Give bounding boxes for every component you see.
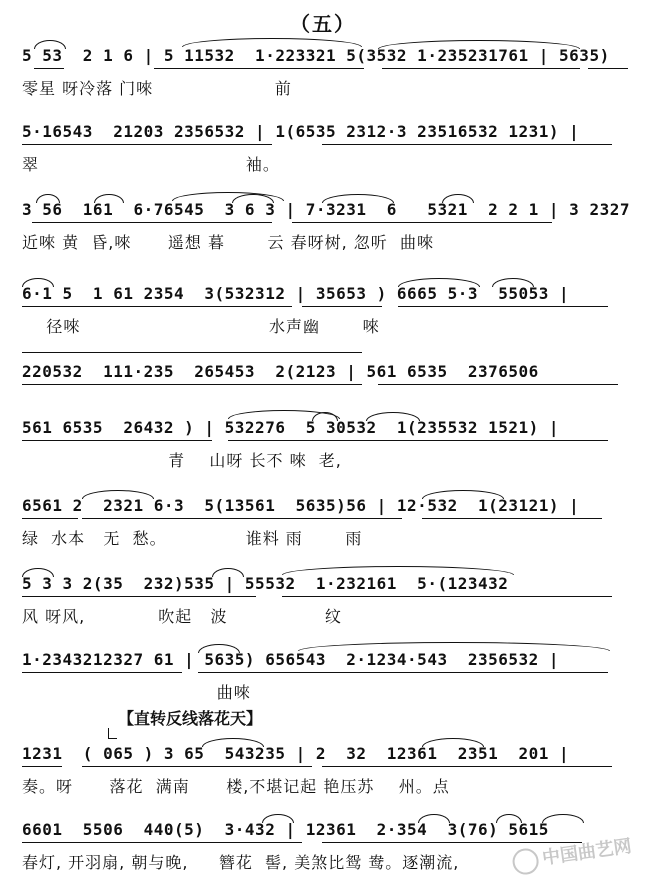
jianpu-notes: 5·16543 21203 2356532 | 1(6535 2312·3 23516532 1231) | [22, 122, 580, 141]
lyric-line: 风 呀风, 吹起 波 纹 [22, 607, 342, 626]
lyric-line: 零星 呀冷落 门唻 前 [22, 79, 292, 98]
lyric-line: 径唻 水声幽 唻 [22, 317, 380, 336]
jianpu-notes: 6·1 5 1 61 2354 3(532312 | 35653 ) 6665 5·3 55053 | [22, 284, 570, 303]
lyric-line: 青 山呀 长不 唻 老, [22, 451, 342, 470]
jianpu-notes: 561 6535 26432 ) | 532276 5 30532 1(235532 1521) | [22, 418, 560, 437]
jianpu-notes: 3 56 161 6·76545 3 6 3 | 7·3231 6 5321 2 2 1 | 3 2327 [22, 200, 630, 219]
jianpu-notes: 5 53 2 1 6 | 5 11532 1·223321 5(3532 1·235231761 | 5635) [22, 46, 610, 65]
jianpu-notes: 1·2343212327 61 | 5635) 656543 2·1234·543 2356532 | [22, 650, 560, 669]
section-marker: 【直转反线落花天】 [118, 709, 263, 728]
section-title: （五） [290, 12, 356, 36]
watermark-text: 中国曲艺网 [540, 835, 633, 870]
jianpu-notes: 220532 111·235 265453 2(2123 | 561 6535 2376506 [22, 362, 539, 381]
watermark-logo-icon [511, 847, 540, 876]
lyric-line: 近唻 黄 昏,唻 遥想 暮 云 春呀树, 忽听 曲唻 [22, 233, 434, 252]
jianpu-notes: 6561 2 2321 6·3 5(13561 5635)56 | 12·532 1(23121) | [22, 496, 580, 515]
jianpu-notes: 1231 ( 065 ) 3 65 543235 | 2 32 12361 2351 201 | [22, 744, 570, 763]
lyric-line: 奏。呀 落花 满南 楼,不堪记起 艳压苏 州。点 [22, 777, 450, 796]
corner-mark-icon [108, 728, 117, 739]
lyric-line: 翠 袖。 [22, 155, 280, 174]
lyric-line: 春灯, 开羽扇, 朝与晚, 簪花 髻, 美煞比鸳 鸯。逐潮流, [22, 853, 460, 872]
lyric-line: 曲唻 [22, 683, 251, 702]
jianpu-notes: 5 3 3 2(35 232)535 | 55532 1·232161 5·(123432 [22, 574, 509, 593]
jianpu-notes: 6601 5506 440(5) 3·432 | 12361 2·354 3(76) 5615 [22, 820, 549, 839]
lyric-line: 绿 水本 无 愁。 谁料 雨 雨 [22, 529, 363, 548]
